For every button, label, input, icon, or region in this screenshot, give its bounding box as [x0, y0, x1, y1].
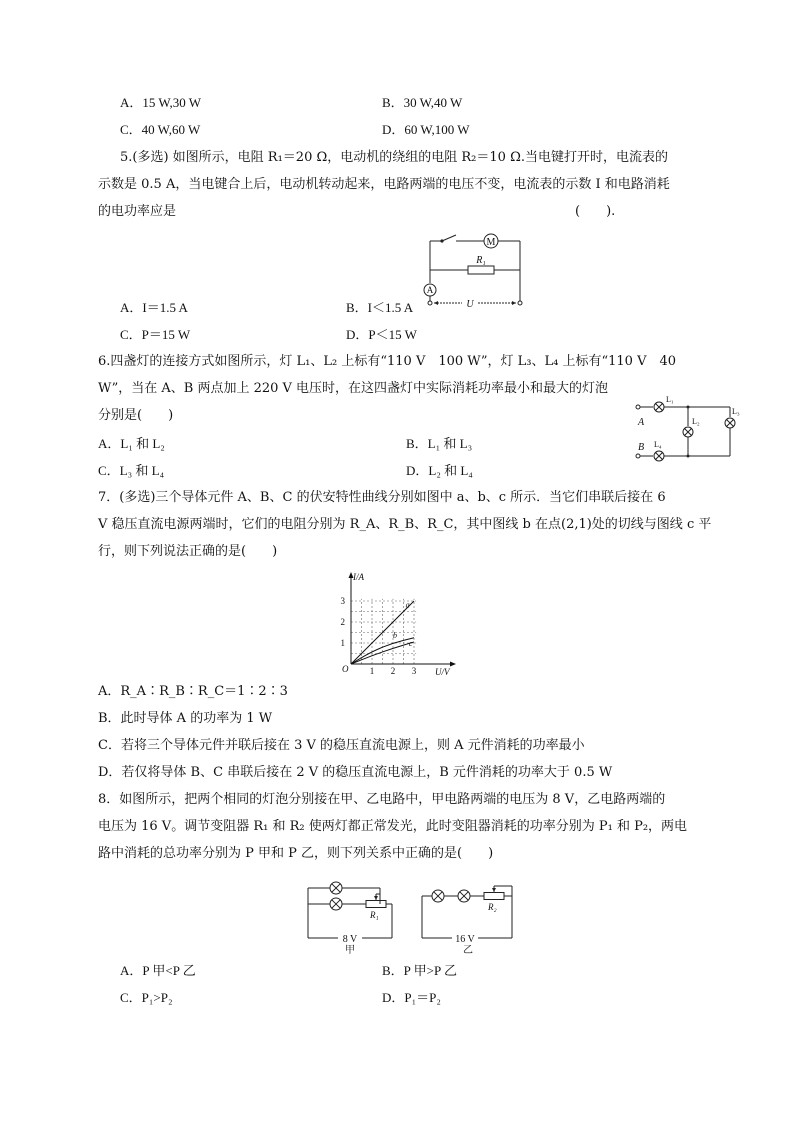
q6-option-b: B．L₁ 和 L₃: [406, 436, 473, 451]
y-tick-label: 2: [340, 617, 345, 627]
circuit-yi-label: 乙: [463, 945, 473, 954]
chart-origin-label: O: [342, 664, 349, 674]
lamp-l4-label: L₄: [654, 440, 662, 449]
y-tick-label: 1: [340, 638, 345, 648]
ammeter-label: A: [426, 285, 434, 295]
x-tick-label: 3: [411, 666, 417, 676]
q7-stem-line2: V 稳压直流电源两端时，它们的电阻分别为 R_A、R_B、R_C，其中图线 b 在点(2,1)处的切线与图线 c 平: [98, 517, 712, 532]
resistor-r1-label: R₁: [476, 255, 486, 266]
lamp-l2-label: L₂: [692, 417, 700, 426]
chart-y-axis-label: I/A: [353, 572, 364, 582]
q7-option-b: B．此时导体 A 的功率为 1 W: [98, 711, 273, 726]
terminal-b-label: B: [638, 442, 645, 453]
q4-option-a: A．15 W,30 W: [120, 95, 202, 110]
circuit-yi-voltage: 16 V: [455, 934, 475, 945]
circuit-jia-voltage: 8 V: [342, 934, 358, 945]
q6-option-d: D．L₂ 和 L₄: [406, 463, 473, 478]
x-tick-label: 1: [369, 666, 375, 676]
q6-stem-line1: 6.四盏灯的连接方式如图所示，灯 L₁、L₂ 上标有“110 V 100 W”，灯 L₃、L₄ 上标有“110 V 40: [98, 354, 677, 369]
x-tick-label: 2: [390, 666, 396, 676]
q6-option-c: C．L₃ 和 L₄: [98, 463, 165, 478]
q5-answer-blank: ( ).: [575, 204, 616, 219]
chart-x-axis-label: U/V: [435, 667, 450, 676]
q5-option-c: C．P＝15 W: [120, 327, 191, 342]
voltage-u-label: U: [466, 299, 474, 310]
q4-option-d: D．60 W,100 W: [382, 122, 470, 137]
q7-stem-line1: 7．(多选)三个导体元件 A、B、C 的伏安特性曲线分别如图中 a、b、c 所示．当它们串联后接在 6: [98, 490, 666, 505]
q5-stem-line3: 的电功率应是: [98, 204, 177, 219]
q5-stem-line1: 5.(多选) 如图所示，电阻 R₁＝20 Ω，电动机的绕组的电阻 R₂＝10 Ω.当电键打开时，电流表的: [120, 150, 668, 165]
q8-stem-line1: 8．如图所示，把两个相同的灯泡分别接在甲、乙电路中，甲电路两端的电压为 8 V，乙电路两端的: [98, 792, 666, 807]
terminal-a-label: A: [638, 417, 645, 428]
q6-option-a: A．L₁ 和 L₂: [98, 436, 165, 451]
q7-option-c: C．若将三个导体元件并联后接在 3 V 的稳压直流电源上，则 A 元件消耗的功率最小: [98, 738, 585, 753]
q5-circuit-figure: [420, 228, 530, 318]
q5-option-a: A．I＝1.5 A: [120, 300, 188, 315]
q8-option-c: C．P₁>P₂: [120, 990, 173, 1005]
q6-stem-line2: W”，当在 A、B 两点加上 220 V 电压时，在这四盏灯中实际消耗功率最小和最大的灯泡: [98, 381, 609, 396]
q7-option-d: D．若仅将导体 B、C 串联后接在 2 V 的稳压直流电源上，B 元件消耗的功率大于 0.5 W: [98, 765, 613, 780]
lamp-l1-label: L₁: [666, 395, 674, 404]
q8-circuits-figure: [300, 872, 530, 954]
series-c-label: c: [408, 639, 413, 649]
q6-lamp-circuit-figure: [628, 392, 744, 466]
q8-option-b: B．P 甲>P 乙: [382, 963, 457, 978]
circuit-jia-label: 甲: [345, 945, 355, 954]
q7-option-a: A．R_A∶R_B∶R_C＝1∶2∶3: [98, 684, 288, 699]
q8-stem-line2: 电压为 16 V。调节变阻器 R₁ 和 R₂ 使两灯都正常发光，此时变阻器消耗的功率分别为 P₁ 和 P₂，两电: [98, 819, 688, 834]
q6-stem-line3: 分别是( ): [98, 408, 174, 423]
rheostat-r2-label: R₂: [488, 902, 497, 912]
q5-option-b: B．I＜1.5 A: [346, 300, 414, 315]
q7-stem-line3: 行，则下列说法正确的是( ): [98, 544, 278, 559]
q8-option-d: D．P₁＝P₂: [382, 990, 441, 1005]
motor-label: M: [486, 237, 496, 248]
q8-option-a: A．P 甲<P 乙: [120, 963, 196, 978]
series-a-label: a: [405, 600, 410, 610]
lamp-l3-label: L₃: [732, 407, 740, 416]
q4-option-c: C．40 W,60 W: [120, 122, 201, 137]
y-tick-label: 3: [340, 596, 345, 606]
q5-stem-line2: 示数是 0.5 A，当电键合上后，电动机转动起来，电路两端的电压不变，电流表的示数 I 和电路消耗: [98, 177, 670, 192]
series-b-label: b: [393, 630, 397, 640]
q5-option-d: D．P＜15 W: [346, 327, 417, 342]
q8-stem-line3: 路中消耗的总功率分别为 P 甲和 P 乙，则下列关系中正确的是( ): [98, 846, 494, 861]
q4-option-b: B．30 W,40 W: [382, 95, 463, 110]
q7-iv-curve-chart: [335, 566, 460, 676]
series-c-curve: [351, 642, 414, 664]
rheostat-r1-label: R₁: [370, 910, 379, 920]
